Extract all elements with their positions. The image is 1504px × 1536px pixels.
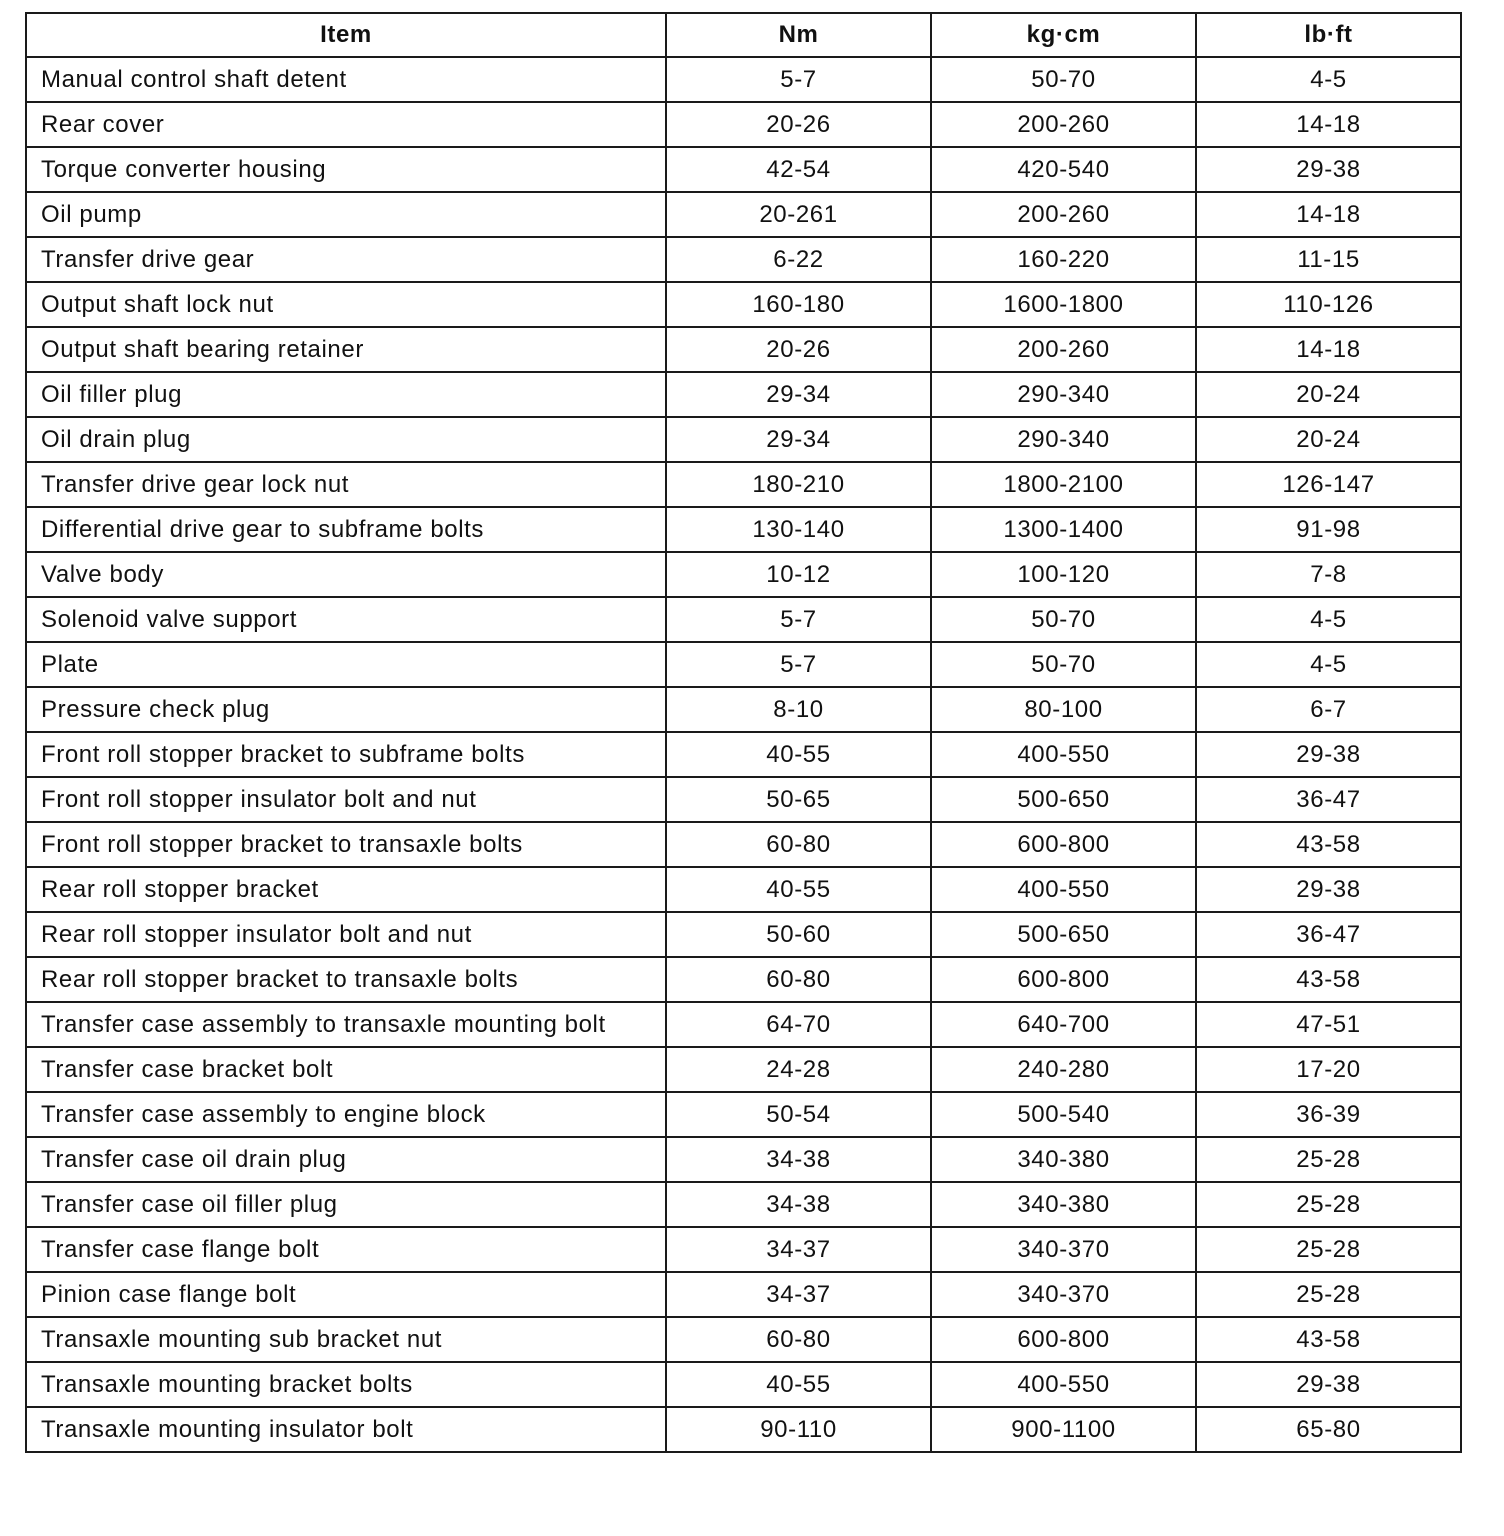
item-cell: Transaxle mounting insulator bolt [26,1407,666,1452]
lbft-cell: 29-38 [1196,732,1461,777]
nm-cell: 20-261 [666,192,931,237]
kgcm-cell: 500-650 [931,912,1196,957]
lbft-cell: 29-38 [1196,867,1461,912]
nm-cell: 180-210 [666,462,931,507]
item-cell: Transfer drive gear [26,237,666,282]
nm-cell: 20-26 [666,327,931,372]
kgcm-cell: 400-550 [931,732,1196,777]
kgcm-cell: 1800-2100 [931,462,1196,507]
table-row [26,507,1461,552]
table-row [26,417,1461,462]
item-cell: Transfer case oil drain plug [26,1137,666,1182]
table-row [26,147,1461,192]
lbft-cell: 43-58 [1196,1317,1461,1362]
table-row [26,192,1461,237]
item-cell: Transaxle mounting bracket bolts [26,1362,666,1407]
table-row [26,957,1461,1002]
table-row [26,327,1461,372]
kgcm-cell: 340-380 [931,1137,1196,1182]
table-row [26,1002,1461,1047]
table-row [26,1092,1461,1137]
kgcm-cell: 340-370 [931,1227,1196,1272]
nm-cell: 5-7 [666,57,931,102]
item-cell: Oil drain plug [26,417,666,462]
lbft-cell: 29-38 [1196,1362,1461,1407]
lbft-cell: 7-8 [1196,552,1461,597]
column-header-lbft: lb·ft [1196,13,1461,57]
kgcm-cell: 900-1100 [931,1407,1196,1452]
table-body [26,57,1461,1452]
lbft-cell: 126-147 [1196,462,1461,507]
lbft-cell: 47-51 [1196,1002,1461,1047]
kgcm-cell: 100-120 [931,552,1196,597]
kgcm-cell: 600-800 [931,822,1196,867]
item-cell: Torque converter housing [26,147,666,192]
kgcm-cell: 640-700 [931,1002,1196,1047]
item-cell: Plate [26,642,666,687]
kgcm-cell: 50-70 [931,597,1196,642]
kgcm-cell: 400-550 [931,1362,1196,1407]
kgcm-cell: 1600-1800 [931,282,1196,327]
table-row [26,237,1461,282]
lbft-cell: 25-28 [1196,1137,1461,1182]
nm-cell: 40-55 [666,867,931,912]
item-cell: Differential drive gear to subframe bolts [26,507,666,552]
kgcm-cell: 200-260 [931,192,1196,237]
nm-cell: 5-7 [666,642,931,687]
item-cell: Pinion case flange bolt [26,1272,666,1317]
nm-cell: 34-38 [666,1137,931,1182]
lbft-cell: 14-18 [1196,192,1461,237]
nm-cell: 5-7 [666,597,931,642]
lbft-cell: 110-126 [1196,282,1461,327]
nm-cell: 40-55 [666,1362,931,1407]
lbft-cell: 20-24 [1196,372,1461,417]
nm-cell: 6-22 [666,237,931,282]
nm-cell: 50-60 [666,912,931,957]
kgcm-cell: 50-70 [931,57,1196,102]
nm-cell: 50-54 [666,1092,931,1137]
lbft-cell: 36-47 [1196,777,1461,822]
item-cell: Oil filler plug [26,372,666,417]
table-row [26,282,1461,327]
nm-cell: 60-80 [666,1317,931,1362]
kgcm-cell: 80-100 [931,687,1196,732]
column-header-nm: Nm [666,13,931,57]
kgcm-cell: 600-800 [931,957,1196,1002]
nm-cell: 20-26 [666,102,931,147]
table-row [26,1137,1461,1182]
kgcm-cell: 1300-1400 [931,507,1196,552]
lbft-cell: 29-38 [1196,147,1461,192]
kgcm-cell: 160-220 [931,237,1196,282]
item-cell: Output shaft lock nut [26,282,666,327]
kgcm-cell: 340-380 [931,1182,1196,1227]
kgcm-cell: 600-800 [931,1317,1196,1362]
nm-cell: 90-110 [666,1407,931,1452]
lbft-cell: 4-5 [1196,597,1461,642]
kgcm-cell: 400-550 [931,867,1196,912]
kgcm-cell: 290-340 [931,372,1196,417]
kgcm-cell: 500-540 [931,1092,1196,1137]
nm-cell: 10-12 [666,552,931,597]
kgcm-cell: 290-340 [931,417,1196,462]
table-row [26,732,1461,777]
torque-spec-sheet [25,12,1460,1453]
nm-cell: 8-10 [666,687,931,732]
table-row [26,102,1461,147]
table-row [26,687,1461,732]
nm-cell: 29-34 [666,417,931,462]
table-row [26,1362,1461,1407]
nm-cell: 60-80 [666,822,931,867]
lbft-cell: 6-7 [1196,687,1461,732]
table-row [26,777,1461,822]
table-row [26,552,1461,597]
nm-cell: 42-54 [666,147,931,192]
nm-cell: 50-65 [666,777,931,822]
table-row [26,57,1461,102]
item-cell: Transfer case assembly to engine block [26,1092,666,1137]
table-row [26,912,1461,957]
item-cell: Rear roll stopper insulator bolt and nut [26,912,666,957]
kgcm-cell: 200-260 [931,102,1196,147]
lbft-cell: 36-47 [1196,912,1461,957]
kgcm-cell: 240-280 [931,1047,1196,1092]
kgcm-cell: 200-260 [931,327,1196,372]
lbft-cell: 25-28 [1196,1272,1461,1317]
item-cell: Transfer case flange bolt [26,1227,666,1272]
item-cell: Rear roll stopper bracket to transaxle bolts [26,957,666,1002]
lbft-cell: 43-58 [1196,822,1461,867]
nm-cell: 24-28 [666,1047,931,1092]
item-cell: Transfer case bracket bolt [26,1047,666,1092]
nm-cell: 64-70 [666,1002,931,1047]
item-cell: Rear roll stopper bracket [26,867,666,912]
table-row [26,822,1461,867]
nm-cell: 34-37 [666,1227,931,1272]
torque-spec-table [25,12,1462,1453]
item-cell: Transfer case oil filler plug [26,1182,666,1227]
kgcm-cell: 340-370 [931,1272,1196,1317]
item-cell: Transaxle mounting sub bracket nut [26,1317,666,1362]
nm-cell: 130-140 [666,507,931,552]
item-cell: Solenoid valve support [26,597,666,642]
nm-cell: 29-34 [666,372,931,417]
lbft-cell: 4-5 [1196,642,1461,687]
table-row [26,597,1461,642]
kgcm-cell: 500-650 [931,777,1196,822]
table-row [26,1047,1461,1092]
lbft-cell: 20-24 [1196,417,1461,462]
kgcm-cell: 50-70 [931,642,1196,687]
lbft-cell: 11-15 [1196,237,1461,282]
lbft-cell: 14-18 [1196,327,1461,372]
nm-cell: 160-180 [666,282,931,327]
item-cell: Front roll stopper bracket to transaxle bolts [26,822,666,867]
column-header-item: Item [26,13,666,57]
lbft-cell: 14-18 [1196,102,1461,147]
lbft-cell: 25-28 [1196,1227,1461,1272]
item-cell: Front roll stopper bracket to subframe bolts [26,732,666,777]
lbft-cell: 65-80 [1196,1407,1461,1452]
table-row [26,1227,1461,1272]
lbft-cell: 36-39 [1196,1092,1461,1137]
item-cell: Valve body [26,552,666,597]
nm-cell: 60-80 [666,957,931,1002]
nm-cell: 34-37 [666,1272,931,1317]
item-cell: Manual control shaft detent [26,57,666,102]
lbft-cell: 25-28 [1196,1182,1461,1227]
table-row [26,462,1461,507]
item-cell: Output shaft bearing retainer [26,327,666,372]
table-header-row [26,13,1461,57]
item-cell: Front roll stopper insulator bolt and nut [26,777,666,822]
item-cell: Pressure check plug [26,687,666,732]
lbft-cell: 4-5 [1196,57,1461,102]
column-header-kgcm: kg·cm [931,13,1196,57]
lbft-cell: 43-58 [1196,957,1461,1002]
lbft-cell: 17-20 [1196,1047,1461,1092]
item-cell: Oil pump [26,192,666,237]
nm-cell: 34-38 [666,1182,931,1227]
table-row [26,1407,1461,1452]
nm-cell: 40-55 [666,732,931,777]
table-row [26,1182,1461,1227]
table-row [26,1272,1461,1317]
table-row [26,372,1461,417]
item-cell: Transfer case assembly to transaxle mounting bolt [26,1002,666,1047]
item-cell: Rear cover [26,102,666,147]
table-row [26,642,1461,687]
item-cell: Transfer drive gear lock nut [26,462,666,507]
table-row [26,1317,1461,1362]
lbft-cell: 91-98 [1196,507,1461,552]
table-row [26,867,1461,912]
kgcm-cell: 420-540 [931,147,1196,192]
